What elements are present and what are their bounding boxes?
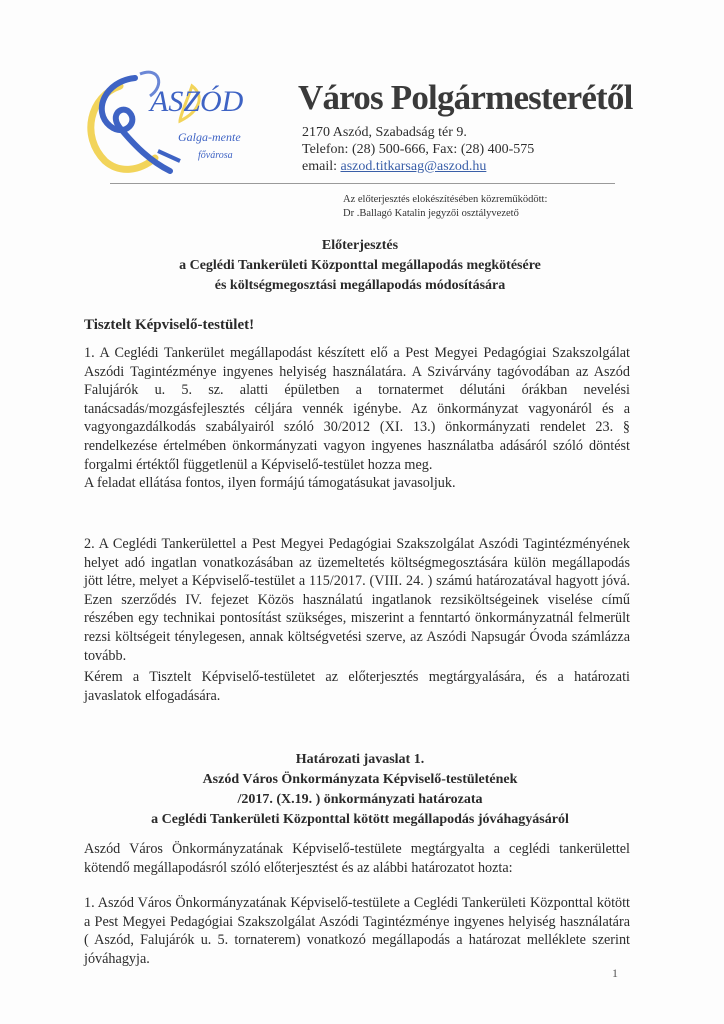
resolution-item-1 xyxy=(84,894,630,968)
svg-text:ASZÓD: ASZÓD xyxy=(150,85,244,118)
preparation-note xyxy=(343,193,547,220)
svg-text:Galga-mente: Galga-mente xyxy=(178,130,241,144)
aszod-logo xyxy=(80,66,270,181)
proposal-title xyxy=(80,236,640,296)
resolution-intro xyxy=(84,840,630,877)
proposal-subheading: és költségmegosztási megállapodás módosítására xyxy=(214,278,506,293)
preparer-name: Dr .Ballagó Katalin jegyzői osztályvezető xyxy=(343,207,519,219)
paragraph-request xyxy=(84,668,630,705)
paragraph-text: Aszód Város Önkormányzatának Képviselő-testülete megtárgyalta a ceglédi tankerülettel kötendő megállapodásról szóló előterjesztést és az alábbi határozatot hozta: xyxy=(84,841,630,876)
paragraph-text: Kérem a Tisztelt Képviselő-testületet az előterjesztés megtárgyalására, és a határozati javaslatok elfogadására. xyxy=(84,669,630,704)
preparation-line: Az előterjesztés elokészítésében közreműködött: xyxy=(343,194,548,205)
email-label: email: xyxy=(302,159,341,174)
paragraph-1 xyxy=(84,344,630,493)
proposal-subheading: a Ceglédi Tankerületi Központtal megállapodás megkötésére xyxy=(179,258,541,273)
paragraph-text: 1. Aszód Város Önkormányzatának Képviselő-testülete a Ceglédi Tankerületi Központtal kötött a Pest Megyei Pedagógiai Szakszolgálat Aszódi Tagintézménye ingyenes helyiség használatára ( Aszód, Falujárók u. 5. tornaterem) vonatkozó megállapodás a határozat melléklete szerint jóváhagyja. xyxy=(84,895,630,967)
paragraph-2 xyxy=(84,535,630,665)
aszod-emblem-icon xyxy=(80,66,270,181)
resolution-subheading: /2017. (X.19. ) önkormányzati határozata xyxy=(237,792,483,807)
letterhead-contact xyxy=(302,124,534,175)
resolution-subheading: a Ceglédi Tankerületi Központtal kötött megállapodás jóváhagyásáról xyxy=(151,812,569,827)
address: 2170 Aszód, Szabadság tér 9. xyxy=(302,125,467,140)
paragraph-text: A feladat ellátása fontos, ilyen formájú támogatásukat javasoljuk. xyxy=(84,475,456,492)
paragraph-text: 2. A Ceglédi Tankerülettel a Pest Megyei Pedagógiai Szakszolgálat Aszódi Tagintézményének helyet adó ingatlan vonatkozásában az üzemeltetés költségmegosztására külön megállapodás jött létre, melyet a Képviselő-testület a 115/2017. (VIII. 24. ) számú határozatával hagyott jóvá. Ezen szerződés IV. fejezet Közös használatú ingatlanok rezsiköltségeinek viselése című részében egy technikai pontosítást szükséges, miszerint a fenntartó önkormányzatnál felmerült rezsi költségeit ténylegesen, annak költségvetési szerve, az Aszódi Napsugár Óvoda számlázza tovább. xyxy=(84,536,630,664)
resolution-subheading: Aszód Város Önkormányzata Képviselő-testületének xyxy=(202,772,518,787)
resolution-title xyxy=(80,750,640,830)
salutation: Tisztelt Képviselő-testület! xyxy=(84,317,255,333)
proposal-heading: Előterjesztés xyxy=(321,238,399,253)
svg-text:fővárosa: fővárosa xyxy=(198,150,233,161)
email-line xyxy=(302,158,534,175)
letterhead-title: Város Polgármesterétől xyxy=(298,78,633,117)
page-number: 1 xyxy=(612,966,618,980)
email-link[interactable]: aszod.titkarsag@aszod.hu xyxy=(340,159,487,174)
header-divider xyxy=(110,183,615,184)
paragraph-text: 1. A Ceglédi Tankerület megállapodást készített elő a Pest Megyei Pedagógiai Szakszolgálat Aszódi Tagintézménye ingyenes helyiség használatára. A Szivárvány tagóvodában az Aszód Falujárók u. 5. sz. alatti épületben a tornatermet délutáni órákban nevelési tanácsadás/mozgásfejlesztés céljára vennék igénybe. Az önkormányzat vagyonáról és a vagyongazdálkodás szabályairól szóló 30/2012 (XI. 13.) önkormányzati rendelet 23. § rendelkezése értelmében önkormányzati vagyon ingyenes használatba adásáról szóló döntést forgalmi értéktől függetlenül a Képviselő-testület hozza meg. xyxy=(84,345,630,473)
resolution-heading: Határozati javaslat 1. xyxy=(295,752,425,767)
phone-fax: Telefon: (28) 500-666, Fax: (28) 400-575 xyxy=(302,142,535,157)
